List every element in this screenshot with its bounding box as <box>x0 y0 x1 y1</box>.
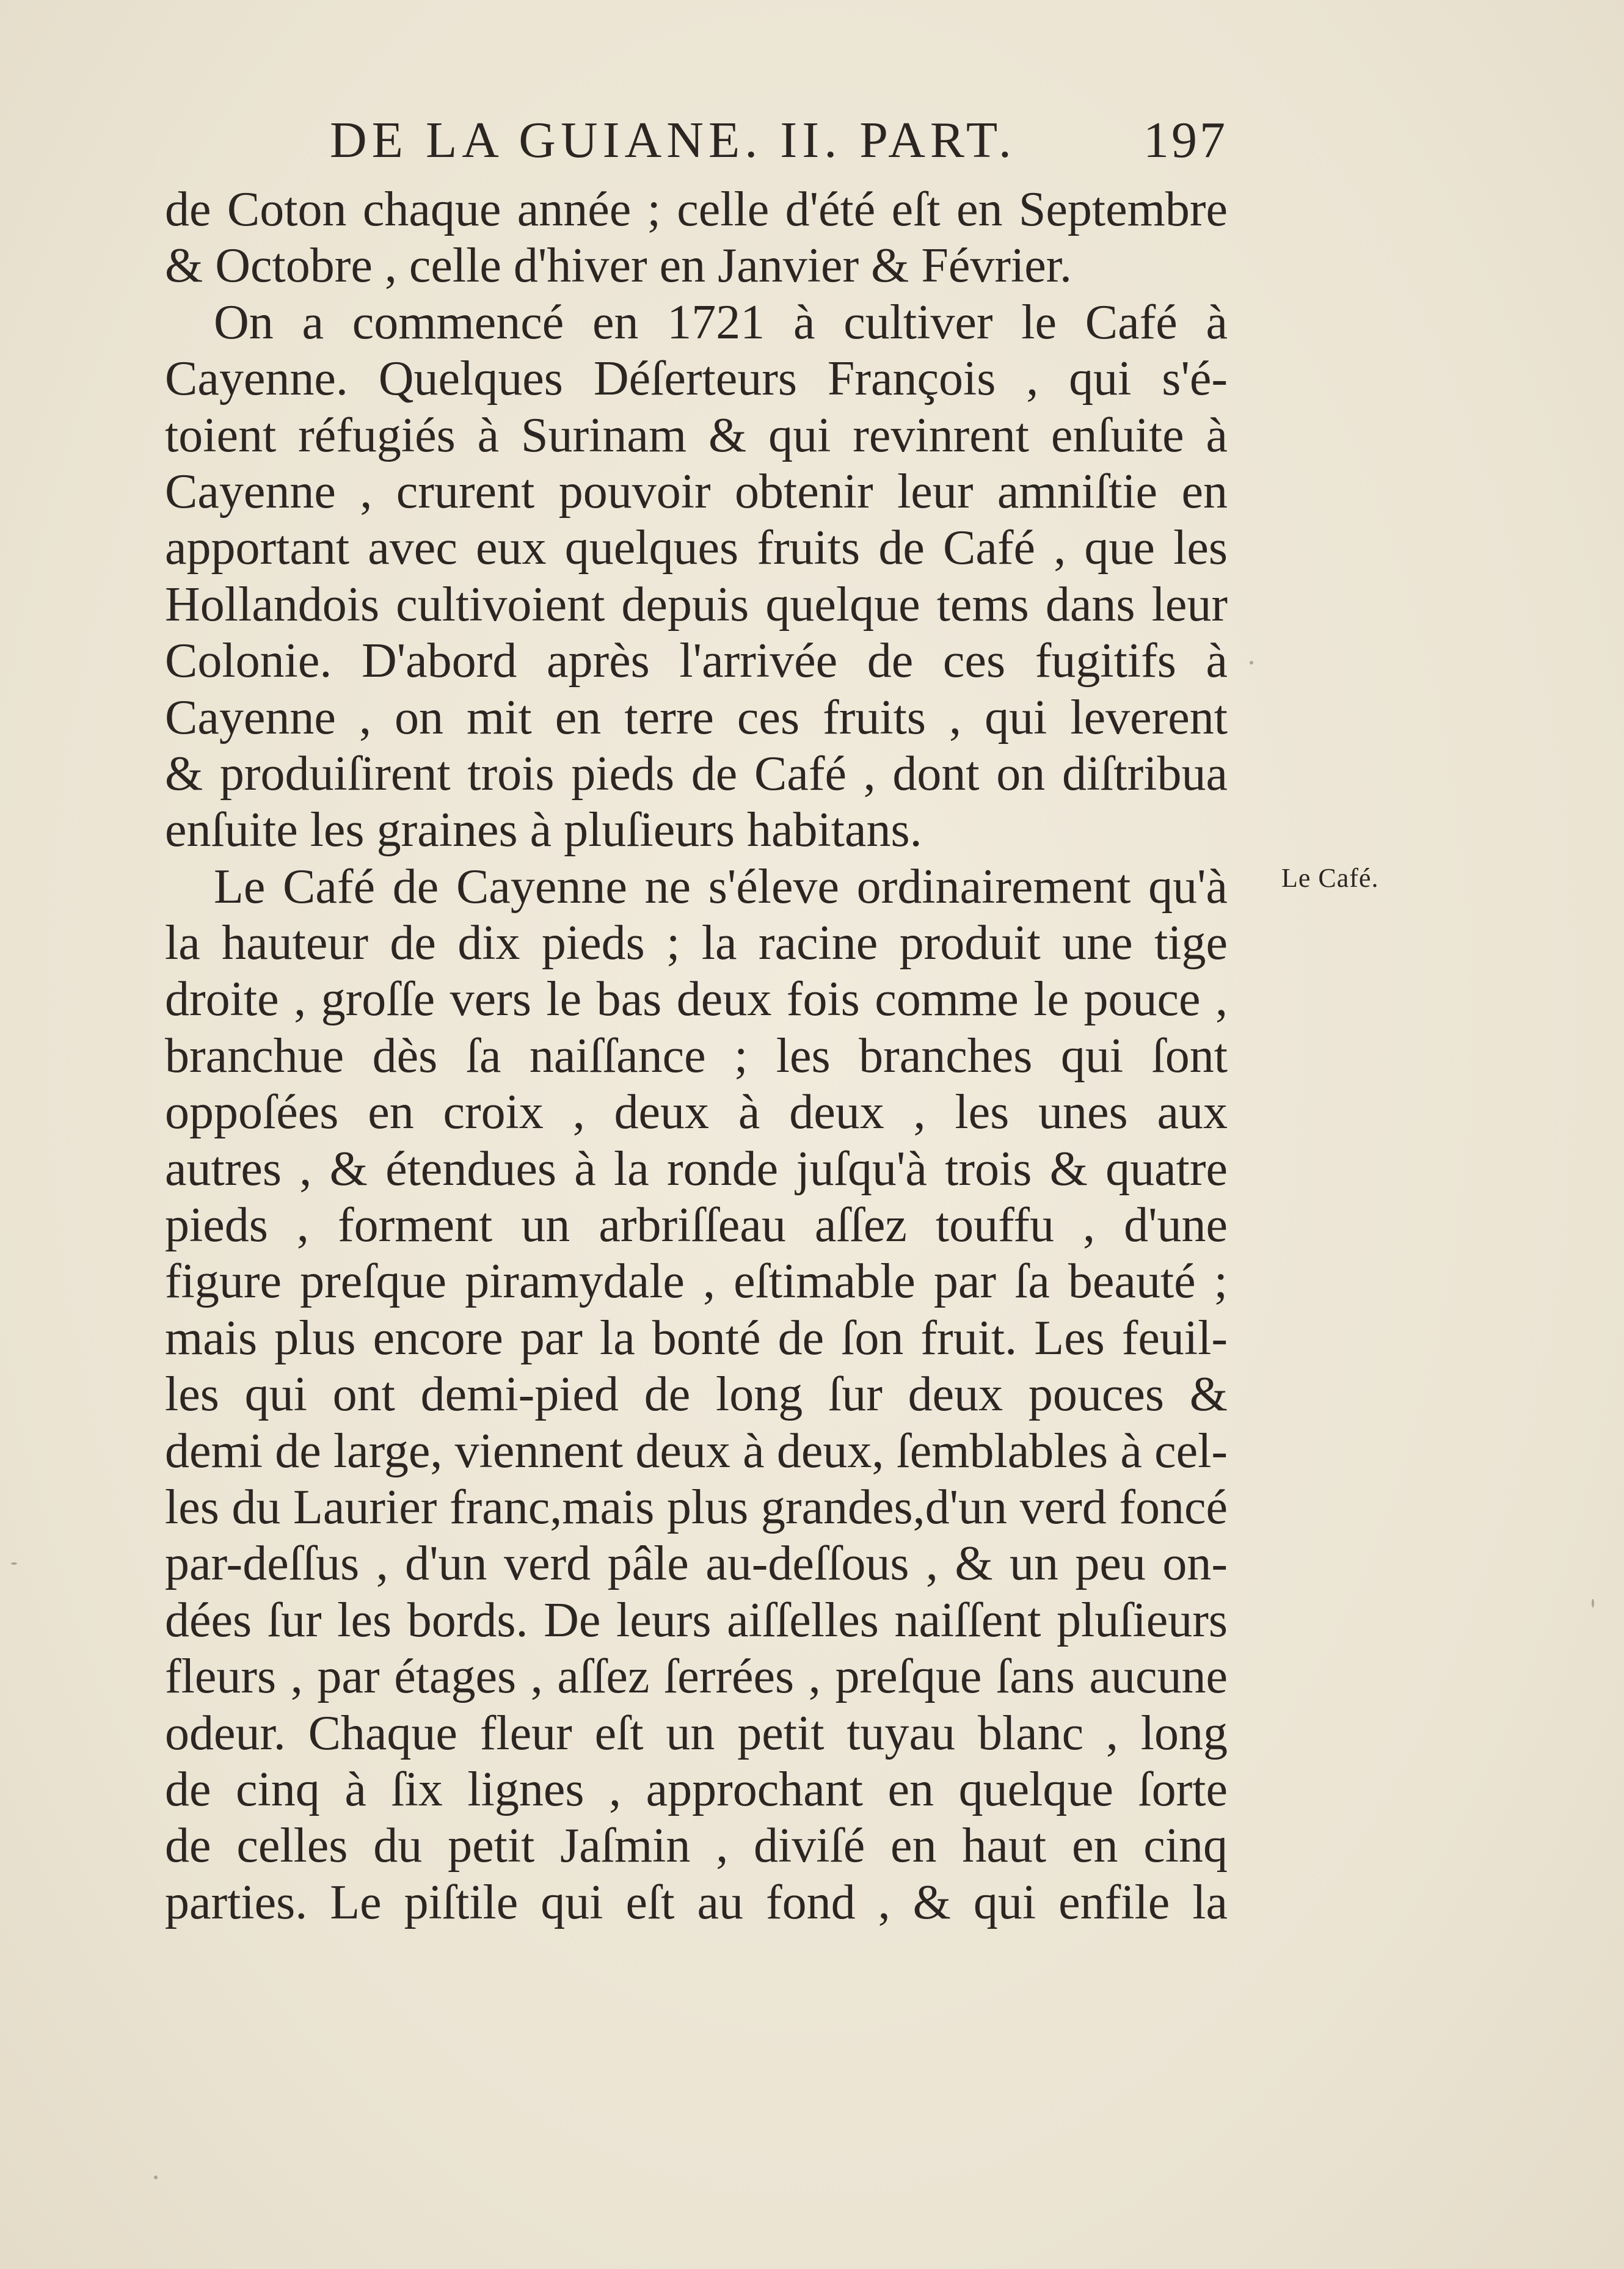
text-line: Le Café de Cayenne ne s'éleve ordinairement qu'à <box>214 859 1228 914</box>
text-line: les qui ont demi-pied de long ſur deux pouces & <box>165 1368 1228 1422</box>
text-line: par-deſſus , d'un verd pâle au-deſſous , & un peu on- <box>165 1537 1228 1591</box>
text-line: demi de large, viennent deux à deux, ſemblables à cel- <box>165 1424 1228 1478</box>
text-line: toient réfugiés à Surinam & qui revinrent enſuite à <box>165 408 1228 462</box>
text-line: Hollandois cultivoient depuis quelque tems dans leur <box>165 577 1228 632</box>
margin-note: Le Café. <box>1281 863 1379 893</box>
paper-speck <box>154 2176 158 2179</box>
paper-speck <box>11 1562 17 1565</box>
text-line: oppoſées en croix , deux à deux , les unes aux <box>165 1085 1228 1140</box>
page-header <box>330 113 1228 168</box>
text-line: apportant avec eux quelques fruits de Café , que les <box>165 521 1228 575</box>
text-line: & Octobre , celle d'hiver en Janvier & Février. <box>165 239 1072 293</box>
text-line: mais plus encore par la bonté de ſon fruit. Les feuil- <box>165 1311 1228 1365</box>
text-line: la hauteur de dix pieds ; la racine produit une tige <box>165 916 1228 971</box>
text-line: de celles du petit Jaſmin , diviſé en haut en cinq <box>165 1819 1228 1873</box>
paper-speck <box>1250 661 1253 665</box>
text-line: On a commencé en 1721 à cultiver le Café à <box>214 295 1228 349</box>
text-line: de cinq à ſix lignes , approchant en quelque ſorte <box>165 1762 1228 1816</box>
running-title: DE LA GUIANE. II. PART. <box>330 112 1016 169</box>
text-line: odeur. Chaque fleur eſt un petit tuyau blanc , long <box>165 1706 1228 1760</box>
text-line: Cayenne , on mit en terre ces fruits , qui leverent <box>165 690 1228 745</box>
text-line: de Coton chaque année ; celle d'été eſt en Septembre <box>165 183 1228 236</box>
paper-speck <box>1592 1599 1594 1608</box>
text-line: figure preſque piramydale , eſtimable par ſa beauté ; <box>165 1255 1228 1309</box>
text-line: parties. Le piſtile qui eſt au fond , & qui enfile la <box>165 1875 1228 1929</box>
text-line: dées ſur les bords. De leurs aiſſelles naiſſent pluſieurs <box>165 1593 1228 1647</box>
text-line: les du Laurier franc,mais plus grandes,d'un verd foncé <box>165 1480 1228 1534</box>
text-line: Cayenne. Quelques Déſerteurs François , qui s'é- <box>165 352 1228 406</box>
text-line: Cayenne , crurent pouvoir obtenir leur amniſtie en <box>165 464 1228 519</box>
text-line: branchue dès ſa naiſſance ; les branches qui ſont <box>165 1029 1228 1083</box>
text-line: pieds , forment un arbriſſeau aſſez touffu , d'une <box>165 1198 1228 1253</box>
text-line: droite , groſſe vers le bas deux fois comme le pouce , <box>165 972 1228 1027</box>
text-line: autres , & étendues à la ronde juſqu'à trois & quatre <box>165 1142 1228 1196</box>
body-text <box>165 181 1228 1931</box>
text-line: fleurs , par étages , aſſez ſerrées , preſque ſans aucune <box>165 1650 1228 1704</box>
text-line: Colonie. D'abord après l'arrivée de ces fugitifs à <box>165 634 1228 688</box>
text-line: enſuite les graines à pluſieurs habitans. <box>165 803 922 858</box>
text-line: & produiſirent trois pieds de Café , dont on diſtribua <box>165 746 1228 801</box>
page-number: 197 <box>1143 112 1228 169</box>
